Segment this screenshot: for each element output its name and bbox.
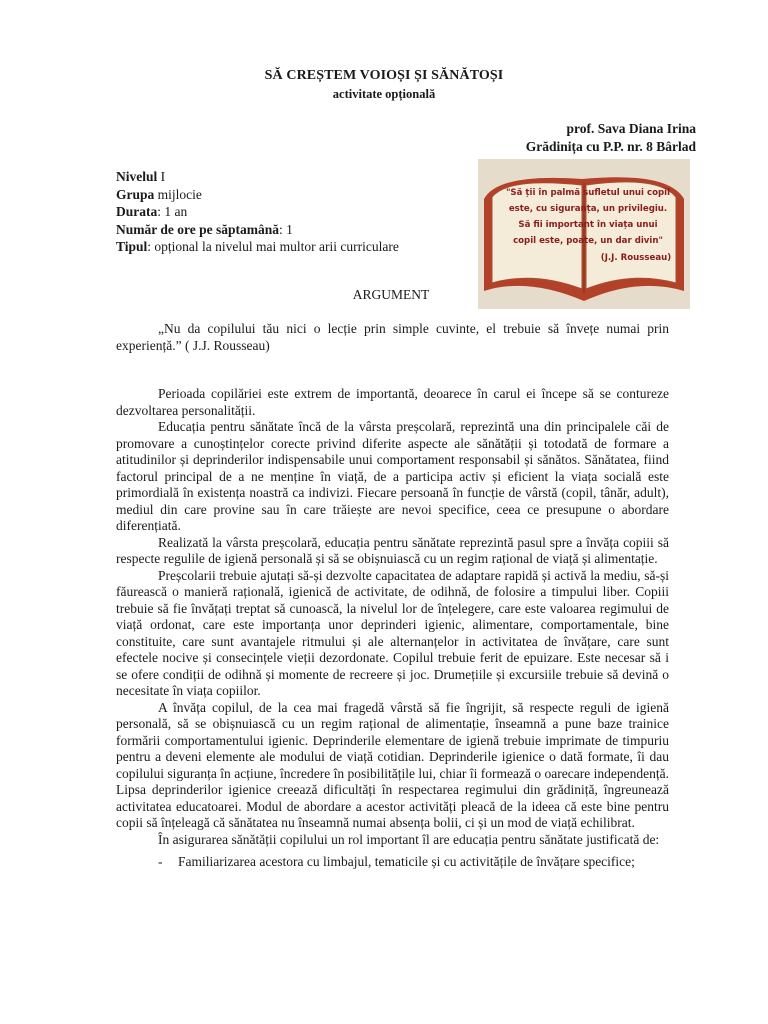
- list-item: [116, 854, 669, 871]
- argument-heading: ARGUMENT: [352, 287, 430, 302]
- course-meta: [116, 168, 399, 256]
- argument-quote: „Nu da copilului tău nici o lecție prin simple cuvinte, el trebuie să învețe numai prin experiență.” ( J.J. Rousseau): [116, 321, 669, 353]
- list-bullet: -: [158, 854, 163, 869]
- quote-line-2: este, cu siguranța, un privilegiu.: [508, 204, 668, 214]
- meta-duration: Durata: 1 an: [116, 204, 188, 219]
- document-title: SĂ CREȘTEM VOIOȘI ȘI SĂNĂTOȘI: [264, 68, 504, 83]
- document-subtitle: activitate opțională: [332, 87, 436, 101]
- author-name: prof. Sava Diana Irina: [566, 121, 696, 136]
- quote-line-4: copil este, poate, un dar divin": [513, 236, 663, 246]
- paragraph: Perioada copilăriei este extrem de importantă, deoarece în carul ei începe să se contureze dezvoltarea personalității.: [116, 386, 669, 418]
- author-block: [526, 120, 696, 156]
- paragraph: A învăța copilul, de la cea mai fragedă vârstă să fie îngrijit, să respecte reguli de igienă personală, să se obișnuiască cu un regim rațional de alimentație, înseamnă a pune baze trainice formării comportamentului igienic. Deprinderile elementare de igienă trebuie imprimate de timpuriu pentru a deveni elemente ale modului de viață cotidian. Deprinderile igienice o dată formate, îi dau copilului siguranța în acțiune, încredere în posibilitățile lui, chiar îi formează o oarecare independență. Lipsa deprinderilor igienice creează dificultăți în respectarea regimului din grădiniță, îngreunează activitatea educatoarei. Modul de abordare a acestor activități pleacă de la ideea că este bine pentru copii să înțeleagă că sănătatea nu înseamnă numai absența bolii, ci și un mod de viață echilibrat.: [116, 699, 669, 830]
- paragraph: Educația pentru sănătate încă de la vârsta preșcolară, reprezintă una din principalele căi de promovare a cunoștințelor corecte privind diferite aspecte ale sănătății și totodată de formare a atitudinilor și deprinderilor indispensabile unui comportament responsabil și sănătos. Sănătatea, fiind factorul principal de a ne menține în viață, de a participa activ și eficient la viața socială este primordială în existența noastră ca indivizi. Fiecare persoană în funcție de vârstă (copil, tânăr, adult), mediul din care provine sau în care trăiește are nevoi specifice, ceea ce presupune o abordare diferențiată.: [116, 419, 669, 533]
- list-item-text: Familiarizarea acestora cu limbajul, tematicile și cu activitățile de învățare specifice;: [178, 854, 635, 869]
- institution-name: Grădinița cu P.P. nr. 8 Bârlad: [525, 139, 696, 154]
- quote-line-1: "Să ții în palmă sufletul unui copil: [505, 188, 671, 198]
- quote-author: (J.J. Rousseau): [600, 253, 672, 263]
- meta-level: Nivelul I: [116, 169, 166, 184]
- meta-hours: Număr de ore pe săptamână: 1: [116, 221, 293, 237]
- quote-line-3: Să fii important în viața unui: [518, 220, 658, 230]
- paragraph: Realizată la vârsta preșcolară, educația pentru sănătate reprezintă pasul spre a învăța copiii să respecte regulile de igienă personală și să se obișnuiască cu un regim rațional de viață și alimentație.: [116, 534, 669, 566]
- paragraph: În asigurarea sănătății copilului un rol important îl are educația pentru sănătate justificată de:: [158, 831, 660, 847]
- meta-group: Grupa mijlocie: [116, 186, 202, 202]
- argument-body: [116, 321, 669, 871]
- meta-type: Tipul: opțional la nivelul mai multor arii curriculare: [116, 239, 399, 254]
- paragraph: Preșcolarii trebuie ajutați să-și dezvolte capacitatea de adaptare rapidă și activă la mediu, să-și făurească o manieră rațională, igienică de activitate, de odihnă, de folosire a timpului liber. Copiii trebuie să fie învățați treptat să cunoască, la nivelul lor de înțelegere, care este valoarea regimului de viață ordonat, care este importanța unor deprinderi igienic, alimentare, comportamentale, bine constituite, care sunt avantajele ritmului și ale alternanțelor in activitatea de învățare, care sunt efectele nocive și consecințele vieții dezordonate. Copilul trebuie ferit de epuizare. Este necesar să i se ofere condiții de odihnă și momente de recreere și joc. Drumețiile și excursiile trebuie să devină o necesitate în viața copiilor.: [116, 567, 669, 698]
